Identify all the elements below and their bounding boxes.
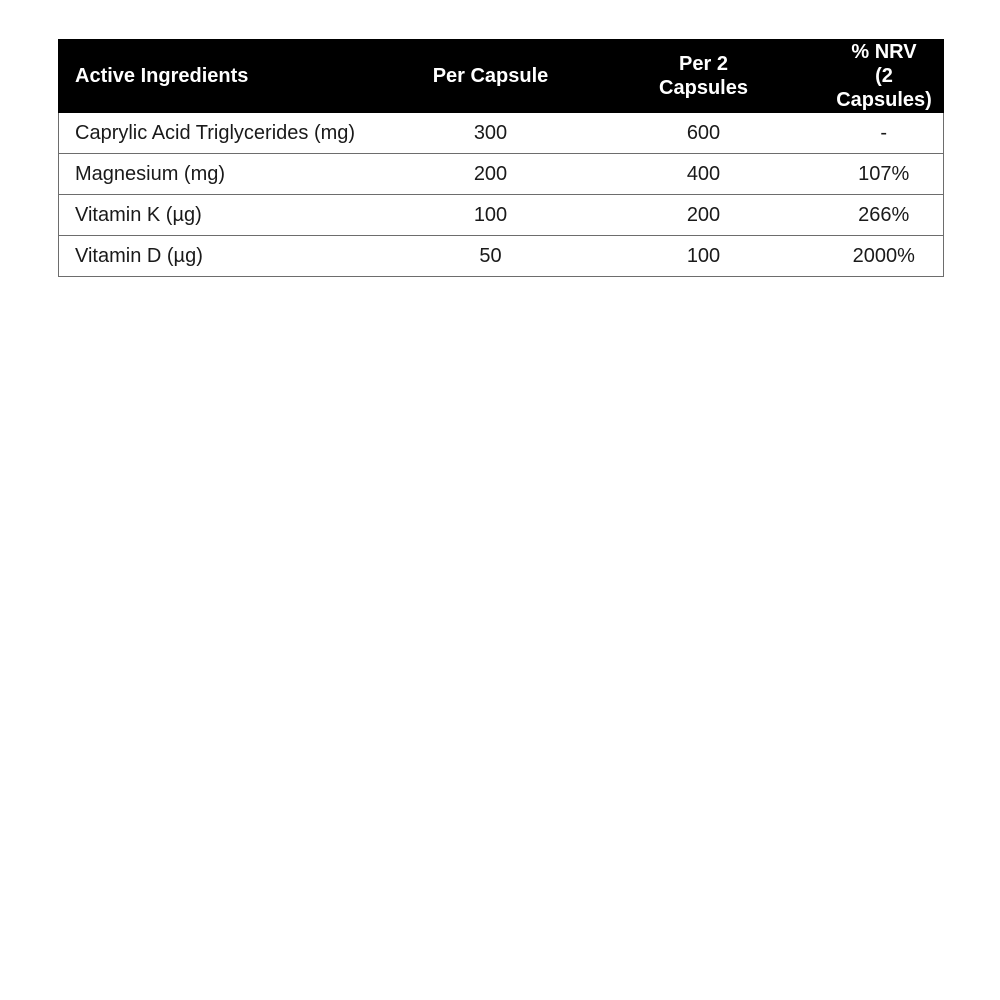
per-2-capsules-value: 200 [583,195,825,236]
table-row [59,195,944,236]
nutrition-table [58,39,944,277]
table-header [59,40,944,113]
per-2-capsules-value: 100 [583,236,825,277]
ingredient-name: Caprylic Acid Triglycerides (mg) [59,113,399,154]
header-per-capsule: Per Capsule [399,40,583,113]
table-body [59,113,944,277]
per-capsule-value: 50 [399,236,583,277]
per-2-capsules-value: 400 [583,154,825,195]
table-row [59,236,944,277]
header-active-ingredients: Active Ingredients [59,40,399,113]
table-row [59,113,944,154]
ingredient-name: Vitamin D (µg) [59,236,399,277]
per-2-capsules-value: 600 [583,113,825,154]
per-capsule-value: 100 [399,195,583,236]
nrv-value: 266% [825,195,944,236]
nrv-value: 2000% [825,236,944,277]
header-per-2-capsules: Per 2 Capsules [583,40,825,113]
nrv-value: 107% [825,154,944,195]
per-capsule-value: 200 [399,154,583,195]
table-row [59,154,944,195]
per-capsule-value: 300 [399,113,583,154]
ingredient-name: Magnesium (mg) [59,154,399,195]
header-nrv: % NRV (2 Capsules) [825,40,944,113]
ingredient-name: Vitamin K (µg) [59,195,399,236]
header-row [59,40,944,113]
nrv-value: - [825,113,944,154]
